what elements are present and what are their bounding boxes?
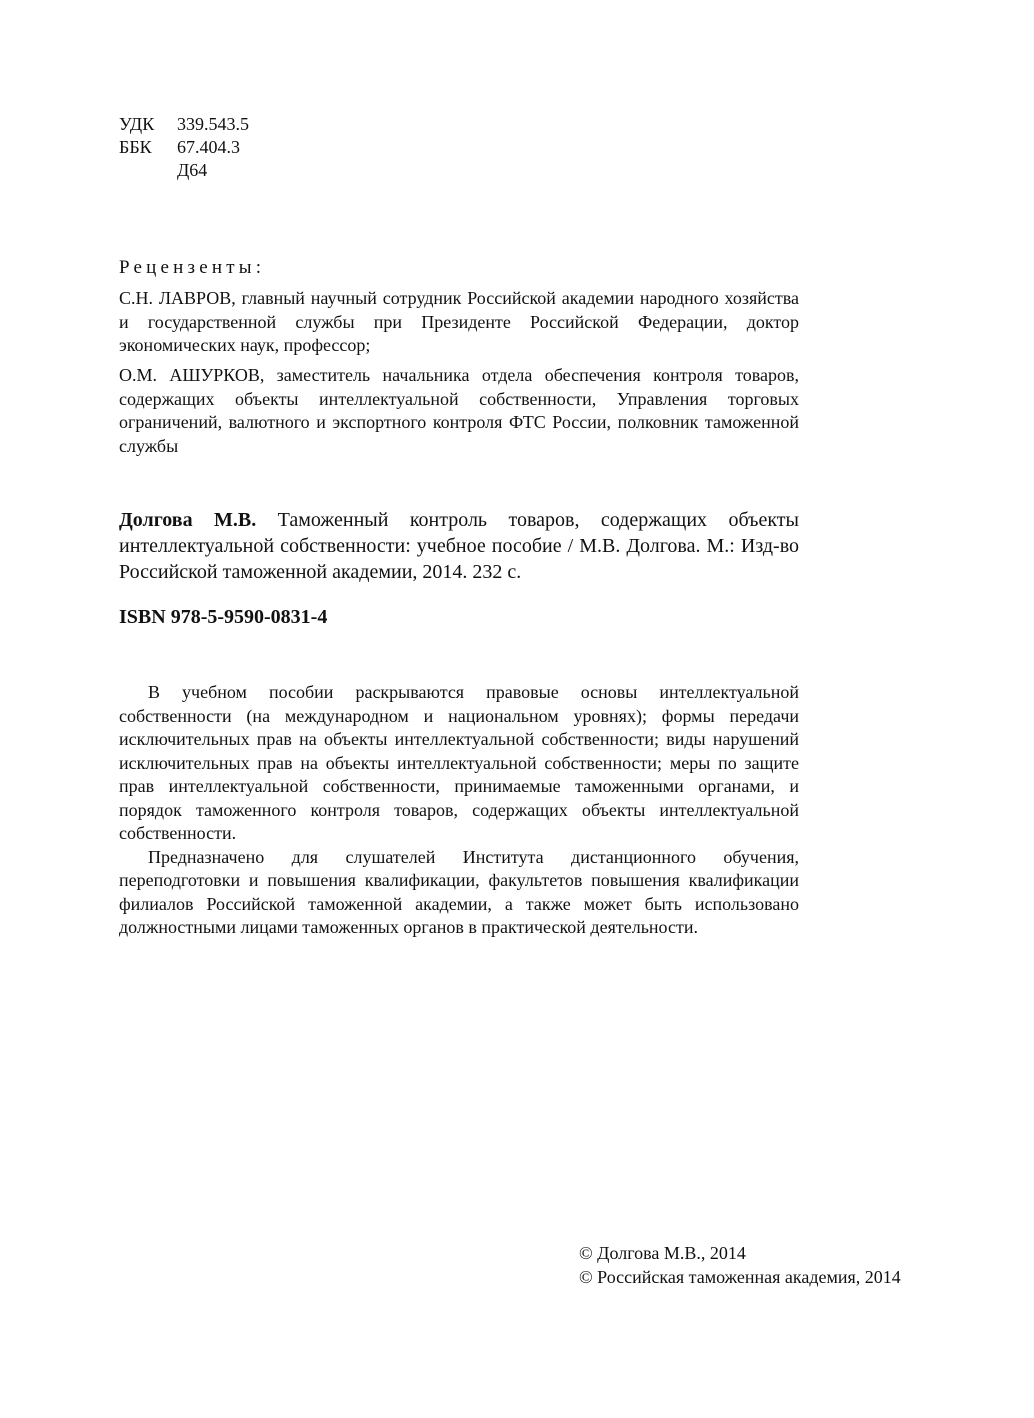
isbn: ISBN 978-5-9590-0831-4	[119, 606, 328, 628]
classification-codes	[119, 113, 799, 182]
copyright-line: © Российская таможенная академия, 2014	[579, 1267, 901, 1287]
abstract-paragraph: В учебном пособии раскрываются правовые основы интеллектуальной собственности (на международном и национальном уровнях); формы передачи исключительных прав на объекты интеллектуальной собственности; виды нарушений исключительных прав на объекты интеллектуальной собственности; меры по защите прав интеллектуальной собственности, принимаемые таможенными органами, и порядок таможенного контроля товаров, содержащих объекты интеллектуальной собственности.	[119, 682, 799, 843]
copyright-line: © Долгова М.В., 2014	[579, 1243, 746, 1263]
citation-text: Таможенный контроль товаров, содержащих объекты интеллектуальной собственности: учебное пособие / М.В. Долгова. М.: Изд-во Российской таможенной академии, 2014. 232 с.	[119, 509, 799, 583]
author-mark: Д64	[177, 160, 208, 180]
bbk-value: 67.404.3	[177, 137, 240, 157]
abstract-paragraph: Предназначено для слушателей Института дистанционного обучения, переподготовки и повышения квалификации, факультетов повышения квалификации филиалов Российской таможенной академии, а также может быть использовано должностными лицами таможенных органов в практической деятельности.	[119, 846, 799, 937]
bibliographic-citation	[119, 507, 799, 585]
reviewers-title: Рецензенты:	[119, 257, 266, 278]
udk-label: УДК	[119, 114, 155, 134]
copyright-block	[579, 1241, 901, 1289]
udk-value: 339.543.5	[177, 114, 249, 134]
udk-row	[119, 113, 799, 136]
reviewer-item: О.М. АШУРКОВ, заместитель начальника отдела обеспечения контроля товаров, содержащих объекты интеллектуальной собственности, Управления торговых ограничений, валютного и экспортного контроля ФТС России, полковник таможенной службы	[119, 365, 799, 456]
bbk-label: ББК	[119, 137, 152, 157]
author-mark-row	[119, 159, 799, 182]
reviewer-item: С.Н. ЛАВРОВ, главный научный сотрудник Российской академии народного хозяйства и государственной службы при Президенте Российской Федерации, доктор экономических наук, профессор;	[119, 288, 799, 355]
bbk-row	[119, 136, 799, 159]
citation-author: Долгова М.В.	[119, 509, 257, 531]
abstract	[119, 681, 799, 940]
